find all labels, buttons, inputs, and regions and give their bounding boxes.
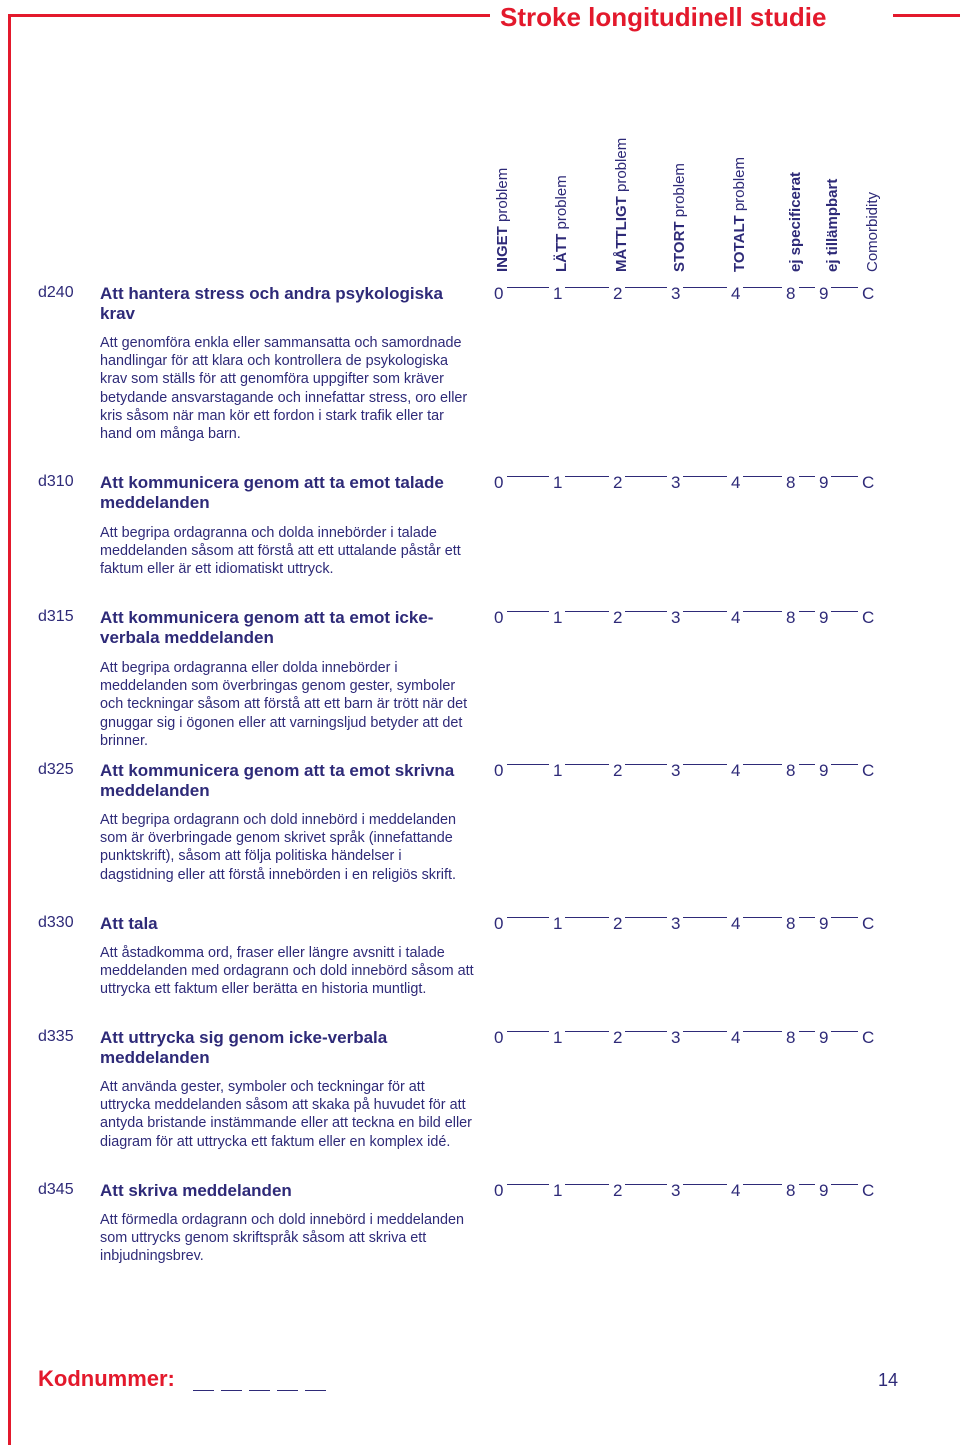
rating-scale (494, 914, 894, 936)
item-code: d240 (38, 284, 74, 301)
scale-connector (799, 917, 815, 918)
column-header-label (787, 172, 804, 272)
rating-option-0[interactable]: 0 (494, 914, 504, 933)
column-header-bold: STORT (671, 221, 688, 272)
rating-option-0[interactable]: 0 (494, 1181, 504, 1200)
column-header-label (671, 163, 688, 272)
scale-connector (743, 764, 782, 765)
scale-connector (743, 1184, 782, 1185)
scale-connector (799, 1184, 815, 1185)
scale-connector (831, 287, 858, 288)
item-description: Att begripa ordagrann och dold innebörd i meddelanden som är överbringade genom skrivet språk (innefattande punktskrift), såsom att följa politiska händelser i dagstidning eller att förstå innebörden i en religiös skrift. (100, 812, 457, 883)
page-number: 14 (878, 1370, 899, 1390)
rating-option-0[interactable]: 0 (494, 761, 504, 780)
column-header-label (864, 192, 881, 272)
rating-scale (494, 1028, 894, 1050)
rating-option-2[interactable]: 2 (613, 1181, 623, 1200)
scale-connector (831, 764, 858, 765)
rating-option-0[interactable]: 0 (494, 473, 504, 492)
scale-connector (625, 1184, 667, 1185)
code-blank-2[interactable] (221, 1390, 242, 1391)
scale-connector (625, 611, 667, 612)
column-header-label (553, 175, 570, 272)
column-header-rest: problem (553, 175, 570, 234)
rating-option-8[interactable]: 8 (786, 473, 796, 492)
rating-option-3[interactable]: 3 (671, 473, 681, 492)
item-heading: Att skriva meddelanden (100, 1181, 292, 1200)
code-blank-5[interactable] (305, 1390, 326, 1391)
column-header-label (731, 157, 748, 272)
scale-connector (625, 476, 667, 477)
rating-option-9[interactable]: 9 (819, 608, 829, 627)
item-description: Att åstadkomma ord, fraser eller längre avsnitt i talade meddelanden med ordagrann och dold innebörd såsom att uttrycka ett faktum eller berätta en historia muntligt. (100, 945, 474, 998)
rating-option-0[interactable]: 0 (494, 284, 504, 303)
left-margin-rule (8, 14, 11, 1445)
rating-option-C[interactable]: C (862, 284, 875, 303)
code-blank-3[interactable] (249, 1390, 270, 1391)
page-title: Stroke longitudinell studie (500, 2, 827, 32)
rating-option-C[interactable]: C (862, 608, 875, 627)
rating-option-1[interactable]: 1 (553, 1028, 563, 1047)
rating-scale (494, 761, 894, 783)
rating-option-4[interactable]: 4 (731, 1028, 741, 1047)
rating-option-3[interactable]: 3 (671, 1181, 681, 1200)
scale-connector (743, 476, 782, 477)
scale-connector (683, 611, 727, 612)
column-header-rest: problem (494, 167, 511, 227)
rating-option-2[interactable]: 2 (613, 914, 623, 933)
rating-option-1[interactable]: 1 (553, 608, 563, 627)
rating-option-9[interactable]: 9 (819, 1028, 829, 1047)
scale-connector (743, 1031, 782, 1032)
scale-connector (799, 764, 815, 765)
item-code: d335 (38, 1028, 74, 1045)
rating-option-9[interactable]: 9 (819, 914, 829, 933)
rating-option-8[interactable]: 8 (786, 761, 796, 780)
rating-option-3[interactable]: 3 (671, 761, 681, 780)
rating-option-C[interactable]: C (862, 473, 875, 492)
scale-connector (799, 287, 815, 288)
code-number-label: Kodnummer: (38, 1366, 175, 1391)
column-header-rest: Comorbidity (864, 191, 881, 272)
scale-connector (831, 1184, 858, 1185)
rating-option-0[interactable]: 0 (494, 1028, 504, 1047)
scale-connector (565, 287, 609, 288)
scale-connector (507, 1031, 549, 1032)
rating-option-1[interactable]: 1 (553, 1181, 563, 1200)
scale-connector (565, 764, 609, 765)
scale-connector (831, 611, 858, 612)
scale-connector (507, 287, 549, 288)
scale-connector (743, 611, 782, 612)
code-blank-1[interactable] (193, 1390, 214, 1391)
rating-option-C[interactable]: C (862, 1028, 875, 1047)
rating-option-1[interactable]: 1 (553, 473, 563, 492)
rating-option-4[interactable]: 4 (731, 473, 741, 492)
rating-option-4[interactable]: 4 (731, 1181, 741, 1200)
scale-connector (831, 476, 858, 477)
item-description: Att begripa ordagranna och dolda innebörder i talade meddelanden såsom att förstå att ett uttalande påstår ett faktum eller är ett idiomatiskt uttryck. (100, 525, 461, 578)
item-heading: Att kommunicera genom att ta emot skrivna meddelanden (100, 761, 455, 800)
scale-connector (799, 1031, 815, 1032)
rating-option-8[interactable]: 8 (786, 608, 796, 627)
item-heading: Att kommunicera genom att ta emot talade meddelanden (100, 473, 444, 512)
rating-option-9[interactable]: 9 (819, 284, 829, 303)
rating-option-3[interactable]: 3 (671, 284, 681, 303)
item-description: Att förmedla ordagrann och dold innebörd i meddelanden som uttrycks genom skriftspråk såsom att skriva ett inbjudningsbrev. (100, 1212, 465, 1265)
rating-scale (494, 1181, 894, 1203)
rating-option-8[interactable]: 8 (786, 1028, 796, 1047)
rating-option-3[interactable]: 3 (671, 914, 681, 933)
item-code: d345 (38, 1181, 74, 1198)
rating-option-9[interactable]: 9 (819, 761, 829, 780)
rating-option-3[interactable]: 3 (671, 608, 681, 627)
scale-connector (831, 1031, 858, 1032)
column-header-bold: ej tillämpbart (824, 178, 841, 272)
rating-option-2[interactable]: 2 (613, 473, 623, 492)
column-header-bold: LÄTT (553, 233, 570, 272)
scale-connector (683, 287, 727, 288)
item-code: d310 (38, 473, 74, 490)
item-description: Att använda gester, symboler och teckningar för att uttrycka meddelanden såsom att skaka på huvudet för att antyda bristande instämmande eller att teckna en bild eller diagram för att uttrycka ett faktum eller en komplex idé. (100, 1079, 472, 1150)
rating-option-1[interactable]: 1 (553, 761, 563, 780)
item-code: d325 (38, 761, 74, 778)
rating-scale (494, 608, 894, 630)
rating-option-4[interactable]: 4 (731, 914, 741, 933)
scale-connector (625, 1031, 667, 1032)
scale-connector (625, 764, 667, 765)
rating-option-1[interactable]: 1 (553, 914, 563, 933)
scale-connector (565, 917, 609, 918)
column-header-label (824, 179, 841, 272)
item-code: d330 (38, 914, 74, 931)
column-header-rest: problem (613, 137, 630, 197)
scale-connector (831, 917, 858, 918)
rating-option-1[interactable]: 1 (553, 284, 563, 303)
scale-connector (507, 476, 549, 477)
scale-connector (565, 1184, 609, 1185)
scale-connector (799, 476, 815, 477)
rating-option-2[interactable]: 2 (613, 1028, 623, 1047)
scale-connector (743, 287, 782, 288)
rating-option-8[interactable]: 8 (786, 914, 796, 933)
scale-connector (625, 917, 667, 918)
column-header-bold: ej specificerat (787, 171, 804, 272)
header-rule-right (893, 14, 960, 17)
scale-connector (625, 287, 667, 288)
scale-connector (683, 476, 727, 477)
rating-option-8[interactable]: 8 (786, 1181, 796, 1200)
rating-option-2[interactable]: 2 (613, 284, 623, 303)
scale-connector (565, 1031, 609, 1032)
rating-option-8[interactable]: 8 (786, 284, 796, 303)
rating-option-4[interactable]: 4 (731, 608, 741, 627)
column-header-bold: TOTALT (731, 215, 748, 272)
rating-option-0[interactable]: 0 (494, 608, 504, 627)
header-rule-left (8, 14, 490, 17)
rating-option-3[interactable]: 3 (671, 1028, 681, 1047)
rating-option-9[interactable]: 9 (819, 1181, 829, 1200)
rating-option-C[interactable]: C (862, 1181, 875, 1200)
rating-option-2[interactable]: 2 (613, 761, 623, 780)
column-header-label (613, 138, 630, 272)
rating-option-C[interactable]: C (862, 914, 875, 933)
item-description: Att begripa ordagranna eller dolda innebörder i meddelanden som överbringas genom gester, symboler och teckningar såsom att förstå att ett barn är trött när det gnuggar sig i ögonen eller att varningsljud betyder att det brinner. (100, 660, 468, 749)
rating-option-2[interactable]: 2 (613, 608, 623, 627)
item-heading: Att uttrycka sig genom icke-verbala meddelanden (100, 1028, 388, 1067)
scale-connector (507, 917, 549, 918)
scale-connector (507, 764, 549, 765)
scale-connector (507, 611, 549, 612)
column-header-label (494, 168, 511, 272)
rating-scale (494, 284, 894, 306)
column-header-rest: problem (731, 156, 748, 216)
scale-connector (565, 476, 609, 477)
rating-option-4[interactable]: 4 (731, 761, 741, 780)
item-code: d315 (38, 608, 74, 625)
item-heading: Att kommunicera genom att ta emot icke-verbala meddelanden (100, 608, 434, 647)
scale-connector (683, 917, 727, 918)
scale-connector (743, 917, 782, 918)
scale-connector (683, 1184, 727, 1185)
column-header-bold: INGET (494, 226, 511, 272)
item-description: Att genomföra enkla eller sammansatta och samordnade handlingar för att klara och kontrollera de psykologiska krav som ställs för att genomföra uppgifter som kräver betydande ansvarstagande och innefattar stress, oro eller kris såsom när man kör ett fordon i stark trafik eller tar hand om många barn. (100, 335, 468, 443)
scale-connector (683, 764, 727, 765)
rating-scale (494, 473, 894, 495)
scale-connector (507, 1184, 549, 1185)
rating-option-9[interactable]: 9 (819, 473, 829, 492)
item-heading: Att tala (100, 914, 158, 933)
scale-connector (799, 611, 815, 612)
column-header-bold: MÅTTLIGT (613, 196, 630, 272)
column-header-rest: problem (671, 163, 688, 222)
rating-option-4[interactable]: 4 (731, 284, 741, 303)
scale-connector (565, 611, 609, 612)
item-heading: Att hantera stress och andra psykologiska krav (100, 284, 443, 323)
scale-connector (683, 1031, 727, 1032)
code-blank-4[interactable] (277, 1390, 298, 1391)
rating-option-C[interactable]: C (862, 761, 875, 780)
